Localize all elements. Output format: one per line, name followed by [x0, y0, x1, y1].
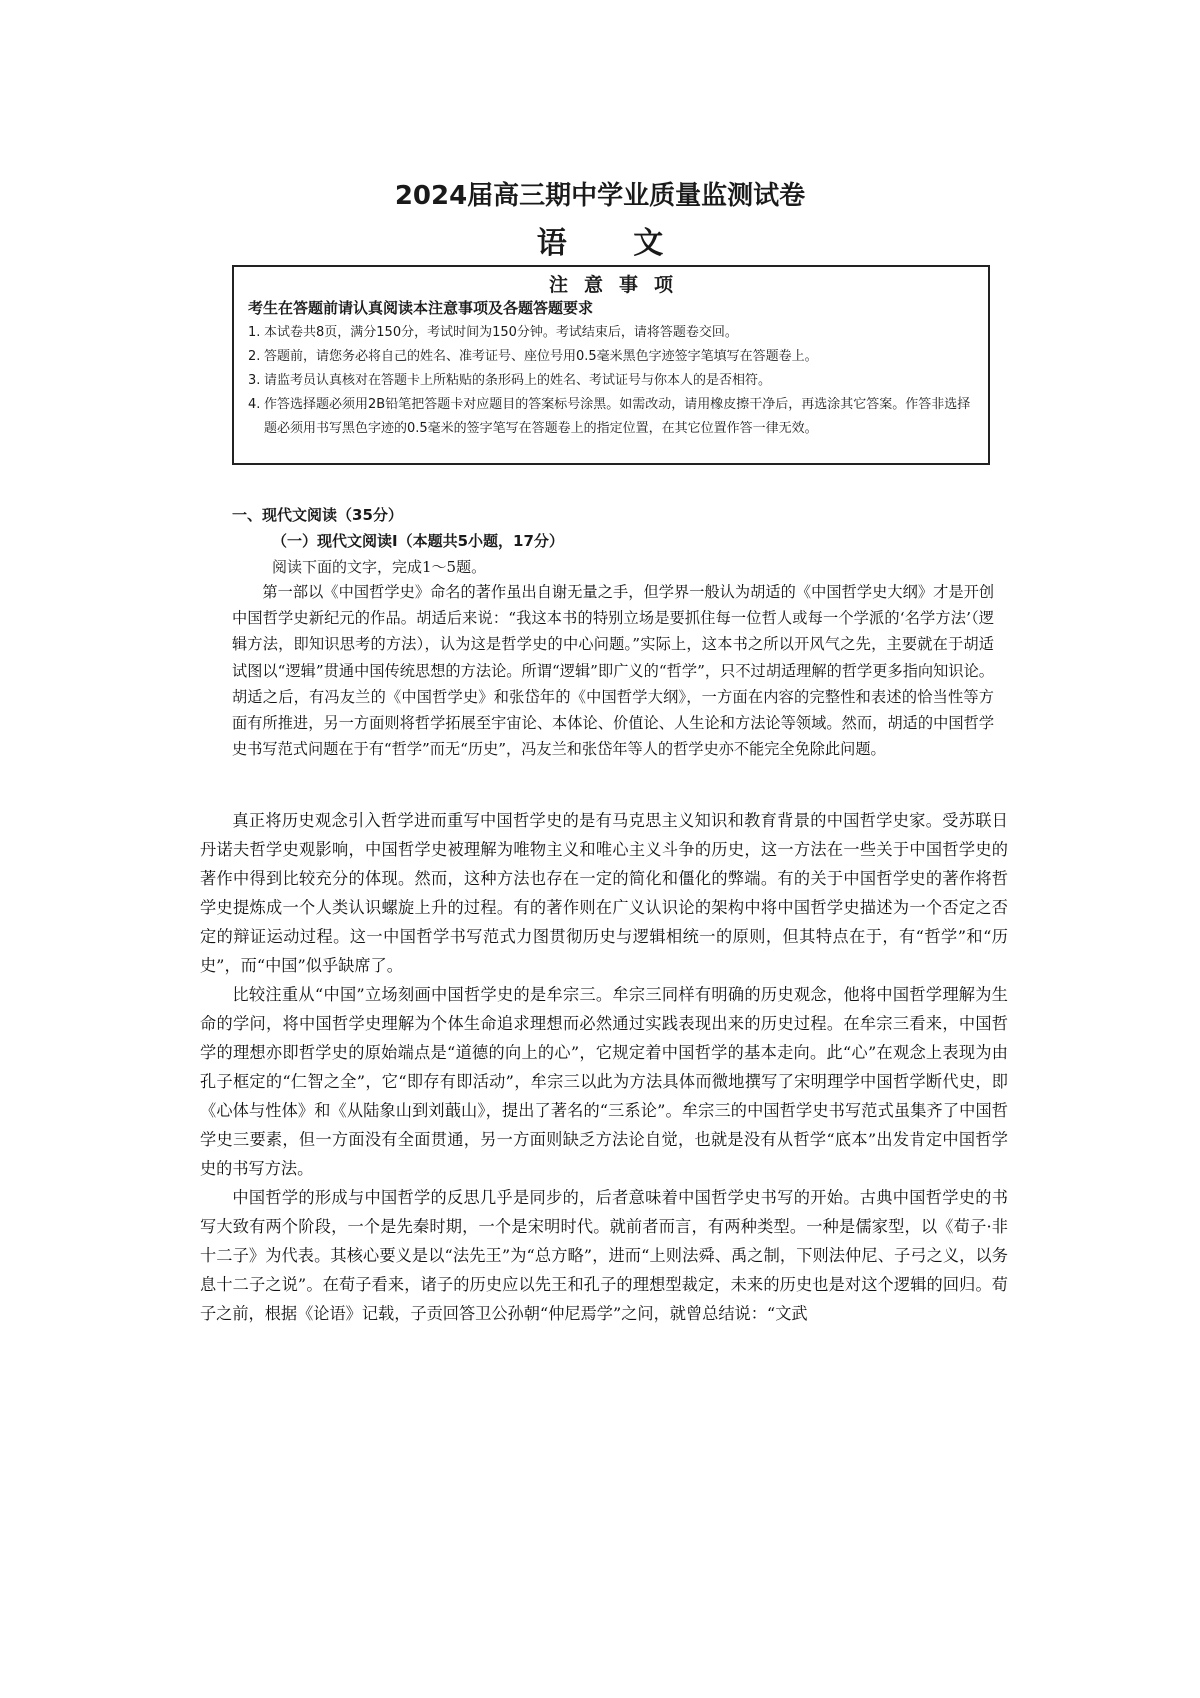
- subject-title: 语 文: [536, 226, 692, 261]
- section-heading: 一、现代文阅读（35分）: [232, 506, 403, 524]
- notice-item: [248, 321, 974, 345]
- passage-paragraph: 第一部以《中国哲学史》命名的著作虽出自谢无量之手，但学界一般认为胡适的《中国哲学史大纲》才是开创中国哲学史新纪元的作品。胡适后来说：“我这本书的特别立场是要抓住每一位哲人或每一个学派的‘名学方法’（逻辑方法，即知识思考的方法），认为这是哲学史的中心问题。”实际上，这本书之所以开风气之先，主要就在于胡适试图以“逻辑”贯通中国传统思想的方法论。所谓“逻辑”即广义的“哲学”，只不过胡适理解的哲学更多指向知识论。胡适之后，有冯友兰的《中国哲学史》和张岱年的《中国哲学大纲》，一方面在内容的完整性和表述的恰当性等方面有所推进，另一方面则将哲学拓展至宇宙论、本体论、价值论、人生论和方法论等领域。然而，胡适的中国哲学史书写范式问题在于有“哲学”而无“历史”，冯友兰和张岱年等人的哲学史亦不能完全免除此问题。: [232, 583, 994, 759]
- notice-item-text: 本试卷共8页，满分150分，考试时间为150分钟。考试结束后，请将答题卷交回。: [264, 325, 738, 340]
- notice-item: [248, 369, 974, 393]
- notice-item-number: 1.: [248, 325, 261, 340]
- notice-title: 注意事项: [548, 274, 689, 296]
- notice-item-number: 3.: [248, 373, 261, 388]
- notice-subtitle: 考生在答题前请认真阅读本注意事项及各题答题要求: [248, 299, 594, 317]
- notice-item-number: 4.: [248, 397, 261, 412]
- exam-title: 2024届高三期中学业质量监测试卷: [394, 181, 806, 211]
- notice-item-text: 请监考员认真核对在答题卡上所粘贴的条形码上的姓名、考试证号与你本人的是否相符。: [264, 373, 772, 388]
- passage-paragraph: 真正将历史观念引入哲学进而重写中国哲学史的是有马克思主义知识和教育背景的中国哲学史家。受苏联日丹诺夫哲学史观影响，中国哲学史被理解为唯物主义和唯心主义斗争的历史，这一方法在一些关于中国哲学史的著作中得到比较充分的体现。然而，这种方法也存在一定的简化和僵化的弊端。有的关于中国哲学史的著作将哲学史提炼成一个人类认识螺旋上升的过程。有的著作则在广义认识论的架构中将中国哲学史描述为一个否定之否定的辩证运动过程。这一中国哲学书写范式力图贯彻历史与逻辑相统一的原则，但其特点在于，有“哲学”和“历史”，而“中国”似乎缺席了。: [200, 811, 1008, 975]
- reading-instruction: 阅读下面的文字，完成1～5题。: [272, 558, 487, 576]
- notice-item-number: 2.: [248, 349, 261, 364]
- notice-item: [248, 393, 974, 441]
- subsection-heading: （一）现代文阅读Ⅰ（本题共5小题，17分）: [272, 532, 564, 550]
- notice-item: [248, 345, 974, 369]
- notice-item-text: 答题前，请您务必将自己的姓名、准考证号、座位号用0.5毫米黑色字迹签字笔填写在答题卷上。: [264, 349, 818, 364]
- passage-paragraph: 中国哲学的形成与中国哲学的反思几乎是同步的，后者意味着中国哲学史书写的开始。古典中国哲学史的书写大致有两个阶段，一个是先秦时期，一个是宋明时代。就前者而言，有两种类型。一种是儒家型，以《荀子·非十二子》为代表。其核心要义是以“法先王”为“总方略”，进而“上则法舜、禹之制，下则法仲尼、子弓之义，以务息十二子之说”。在荀子看来，诸子的历史应以先王和孔子的理想型裁定，未来的历史也是对这个逻辑的回归。荀子之前，根据《论语》记载，子贡回答卫公孙朝“仲尼焉学”之问，就曾总结说：“文武: [200, 1188, 1008, 1323]
- passage-top: [232, 579, 994, 762]
- notice-item-text: 作答选择题必须用2B铅笔把答题卡对应题目的答案标号涂黑。如需改动，请用橡皮擦干净后，再选涂其它答案。作答非选择题必须用书写黑色字迹的0.5毫米的签字笔写在答题卷上的指定位置，在其它位置作答一律无效。: [264, 397, 971, 436]
- passage-bottom: [200, 806, 1008, 1328]
- notice-box: [232, 265, 990, 465]
- passage-paragraph: 比较注重从“中国”立场刻画中国哲学史的是牟宗三。牟宗三同样有明确的历史观念，他将中国哲学理解为生命的学问，将中国哲学史理解为个体生命追求理想而必然通过实践表现出来的历史过程。在牟宗三看来，中国哲学的理想亦即哲学史的原始端点是“道德的向上的心”，它规定着中国哲学的基本走向。此“心”在观念上表现为由孔子框定的“仁智之全”，它“即存有即活动”，牟宗三以此为方法具体而微地撰写了宋明理学中国哲学断代史，即《心体与性体》和《从陆象山到刘蕺山》，提出了著名的“三系论”。牟宗三的中国哲学史书写范式虽集齐了中国哲学史三要素，但一方面没有全面贯通，另一方面则缺乏方法论自觉，也就是没有从哲学“底本”出发肯定中国哲学史的书写方法。: [200, 985, 1008, 1178]
